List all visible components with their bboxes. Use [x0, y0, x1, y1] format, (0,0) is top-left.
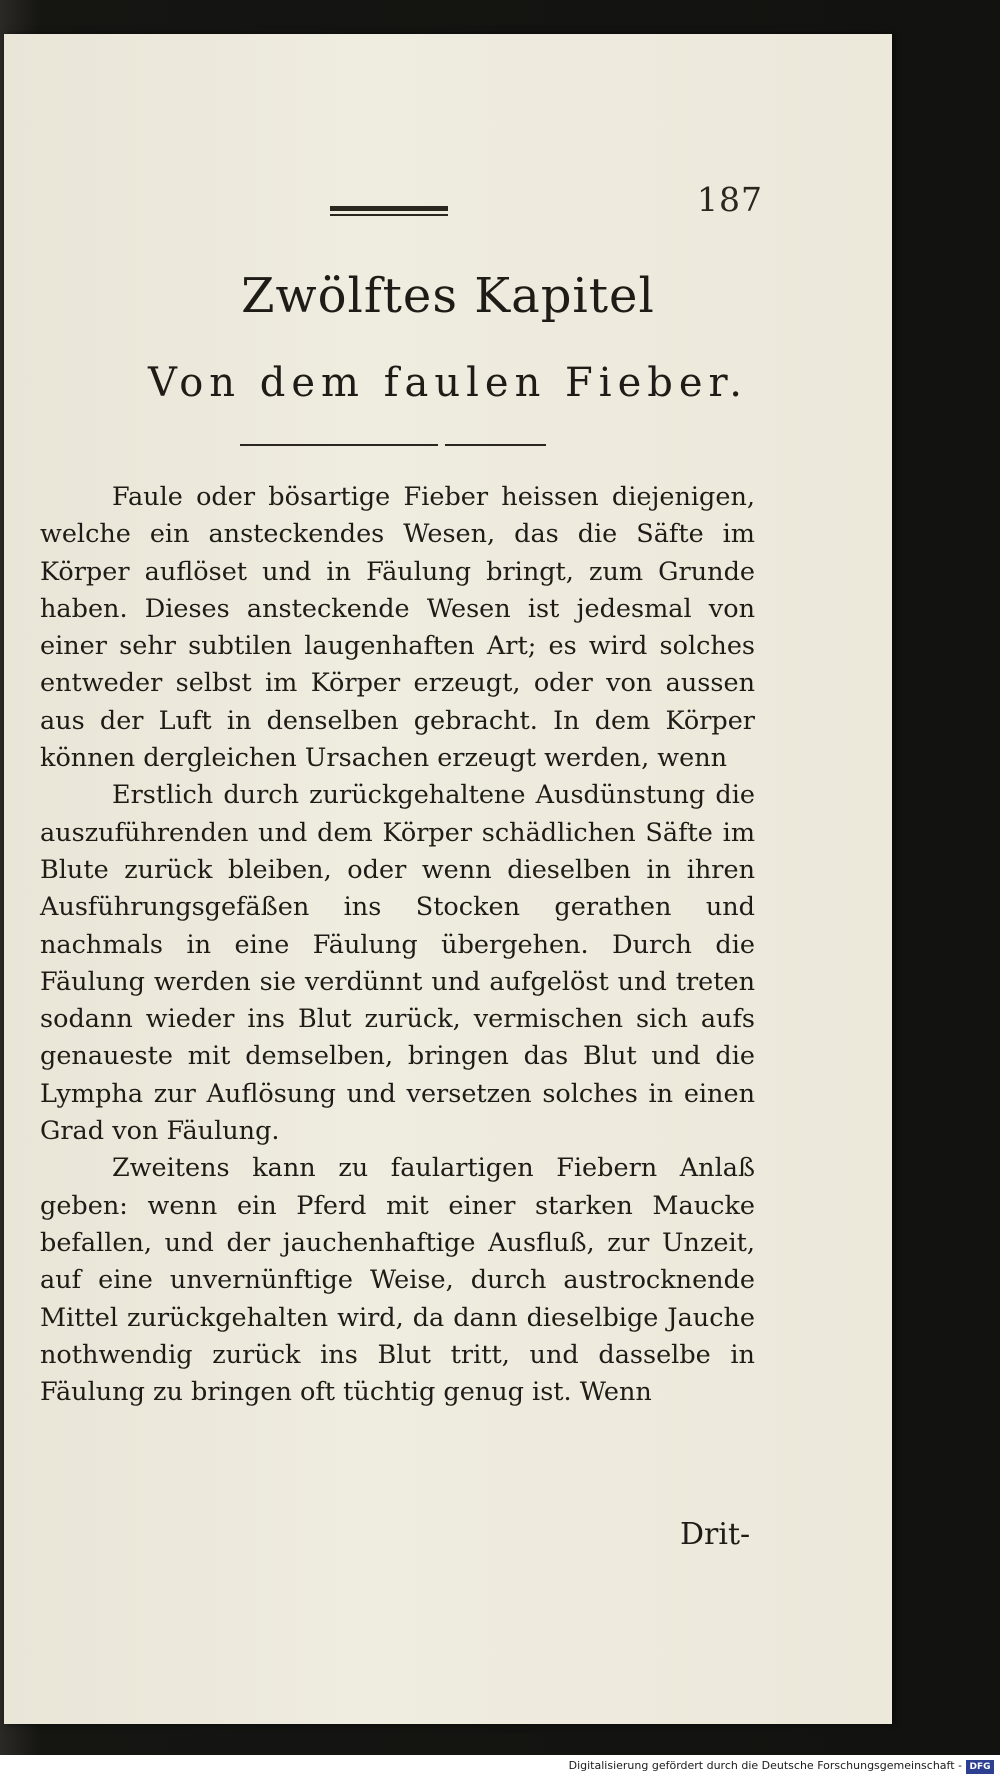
header-rule [330, 206, 448, 216]
catchword: Drit- [680, 1517, 751, 1552]
separator-rule-left [240, 444, 438, 446]
funding-credit: Digitalisierung gefördert durch die Deutsche Forschungsgemeinschaft - [568, 1759, 962, 1772]
body-text [40, 479, 755, 1411]
dfg-logo-icon: DFG [966, 1760, 994, 1774]
chapter-subtitle: Von dem faulen Fieber. [148, 360, 748, 406]
digitization-footer [0, 1755, 1000, 1779]
chapter-title: Zwölftes Kapitel [241, 268, 655, 324]
separator-rule-right [445, 444, 546, 446]
page-number: 187 [697, 180, 763, 219]
book-page [4, 34, 892, 1724]
paragraph-3: Zweitens kann zu faulartigen Fiebern Anlaß geben: wenn ein Pferd mit einer starken Maucke befallen, und der jauchenhaftige Ausfluß, zur Unzeit, auf eine unvernünftige Weise, durch austrocknende Mittel zurückgehalten wird, da dann dieselbige Jauche nothwendig zurück ins Blut tritt, und dasselbe in Fäulung zu bringen oft tüchtig genug ist. Wenn [40, 1153, 755, 1408]
paragraph-2: Erstlich durch zurückgehaltene Ausdünstung die auszuführenden und dem Körper schädlichen Säfte im Blute zurück bleiben, oder wenn dieselben in ihren Ausführungsgefäßen ins Stocken gerathen und nachmals in eine Fäulung übergehen. Durch die Fäulung werden sie verdünnt und aufgelöst und treten sodann wieder ins Blut zurück, vermischen sich aufs genaueste mit demselben, bringen das Blut und die Lympha zur Auflösung und versetzen solches in einen Grad von Fäulung. [40, 780, 755, 1147]
paragraph-1: Faule oder bösartige Fieber heissen diejenigen, welche ein ansteckendes Wesen, das die Säfte im Körper auflöset und in Fäulung bringt, zum Grunde haben. Dieses ansteckende Wesen ist jedesmal von einer sehr subtilen laugenhaften Art; es wird solches entweder selbst im Körper erzeugt, oder von aussen aus der Luft in denselben gebracht. In dem Körper können dergleichen Ursachen erzeugt werden, wenn [40, 482, 755, 774]
